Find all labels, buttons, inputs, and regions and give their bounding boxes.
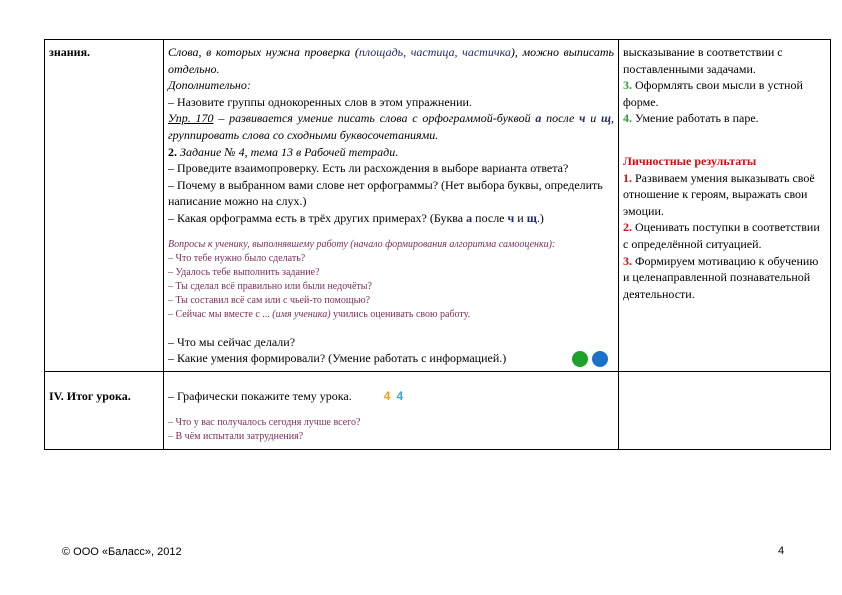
green-circle-icon: [572, 351, 588, 367]
teacher-activity-cell: [164, 371, 619, 449]
item-number: 1.: [623, 170, 632, 185]
item-number: 4.: [623, 111, 632, 126]
text-line: – Назовите группы однокоренных слов в этом упражнении.: [168, 94, 472, 109]
letter: ч: [507, 210, 515, 225]
text-line: [168, 210, 614, 227]
item-number: 2.: [623, 220, 632, 235]
question-item: [168, 308, 614, 322]
text: .): [536, 210, 544, 225]
text-line: Дополнительно:: [168, 78, 251, 93]
text-line: [623, 219, 826, 252]
copyright-footer: © ООО «Баласс», 2012: [62, 546, 182, 558]
table-row: [45, 40, 831, 372]
text: Слова, в которых нужна проверка (: [168, 45, 359, 59]
item-number: 3.: [623, 78, 632, 93]
text-line: [623, 77, 826, 110]
stage-label: знания.: [49, 45, 91, 59]
question-item: – В чём испытали затруднения?: [168, 431, 304, 443]
lesson-table: [44, 39, 831, 450]
text-line: [623, 110, 826, 127]
question-item: – Удалось тебе выполнить задание?: [168, 266, 320, 278]
text: Развиваем умения выказывать своё отношение к героям, выражать свои эмоции.: [623, 170, 815, 218]
text: – Графически покажите тему урока.: [168, 388, 352, 403]
text: , группировать слова со сходными буквосочетаниями.: [168, 111, 615, 142]
question-item: – Что у вас получалось сегодня лучше всего?: [168, 417, 361, 429]
text-line: [168, 110, 614, 143]
text-line: [168, 44, 614, 77]
text-line: [168, 388, 614, 405]
text-line: – Почему в выбранном вами слове нет орфограммы? (Нет выбора буквы, определить написание можно на слух.): [168, 177, 603, 209]
student-name-placeholder: (имя ученика): [272, 308, 331, 320]
item-number: 3.: [623, 253, 632, 268]
questions-title: Вопросы к ученику, выполнявшему работу (начало формирования алгоритма самооценки):: [168, 238, 556, 250]
stage-cell: [45, 371, 164, 449]
letter: ч: [579, 111, 586, 126]
text: Оценивать поступки в соответствии с определённой ситуацией.: [623, 220, 820, 251]
personal-results-title: Личностные результаты: [623, 153, 757, 168]
letter: щ: [601, 111, 612, 126]
text-line: [623, 253, 826, 303]
highlighted-words: площадь, частица, частичка: [358, 45, 511, 59]
table-row: [45, 371, 831, 449]
text: Задание № 4, тема 13 в Рабочей тетради.: [177, 144, 399, 159]
text-line: [168, 144, 614, 161]
text: Формируем мотивацию к обучению и целенаправленной познавательной деятельности.: [623, 253, 819, 301]
text: Умение работать в паре.: [632, 111, 759, 126]
letter: щ: [526, 210, 537, 225]
outcomes-cell: [619, 371, 831, 449]
text-line: – Какие умения формировали? (Умение работать с информацией.): [168, 351, 507, 366]
outcomes-cell: [619, 40, 831, 372]
item-number: 2.: [168, 144, 177, 159]
blue-circle-icon: [592, 351, 608, 367]
text: и: [585, 111, 602, 126]
mark-number: 4: [396, 388, 404, 403]
text: – развивается умение писать слова с орфограммой-буквой: [213, 111, 536, 126]
stage-label: IV. Итог урока.: [49, 388, 131, 403]
mark-number: 4: [383, 388, 391, 403]
text-line: – Проведите взаимопроверку. Есть ли расхождения в выборе варианта ответа?: [168, 161, 569, 176]
text: – Какая орфограмма есть в трёх других примерах? (Буква: [168, 210, 467, 225]
text: после: [541, 111, 580, 126]
teacher-activity-cell: [164, 40, 619, 372]
exercise-ref: Упр. 170: [168, 111, 214, 126]
text-line: – Что мы сейчас делали?: [168, 334, 296, 349]
text-line: [623, 170, 826, 220]
text: учились оценивать свою работу.: [330, 308, 471, 320]
letter: а: [466, 210, 473, 225]
text: Оформлять свои мысли в устной форме.: [623, 78, 803, 109]
question-item: – Что тебе нужно было сделать?: [168, 252, 306, 264]
question-item: – Ты сделал всё правильно или были недочёты?: [168, 280, 372, 292]
text: ), можно выписать отдельно.: [168, 45, 614, 76]
text: и: [514, 210, 527, 225]
page-number: 4: [778, 545, 785, 557]
text: после: [472, 210, 508, 225]
question-item: – Ты составил всё сам или с чьей-то помощью?: [168, 294, 371, 306]
letter: а: [535, 111, 542, 126]
stage-cell: [45, 40, 164, 372]
text-line: высказывание в соответствии с поставленными задачами.: [623, 45, 783, 76]
text: – Сейчас мы вместе с ...: [168, 308, 273, 320]
